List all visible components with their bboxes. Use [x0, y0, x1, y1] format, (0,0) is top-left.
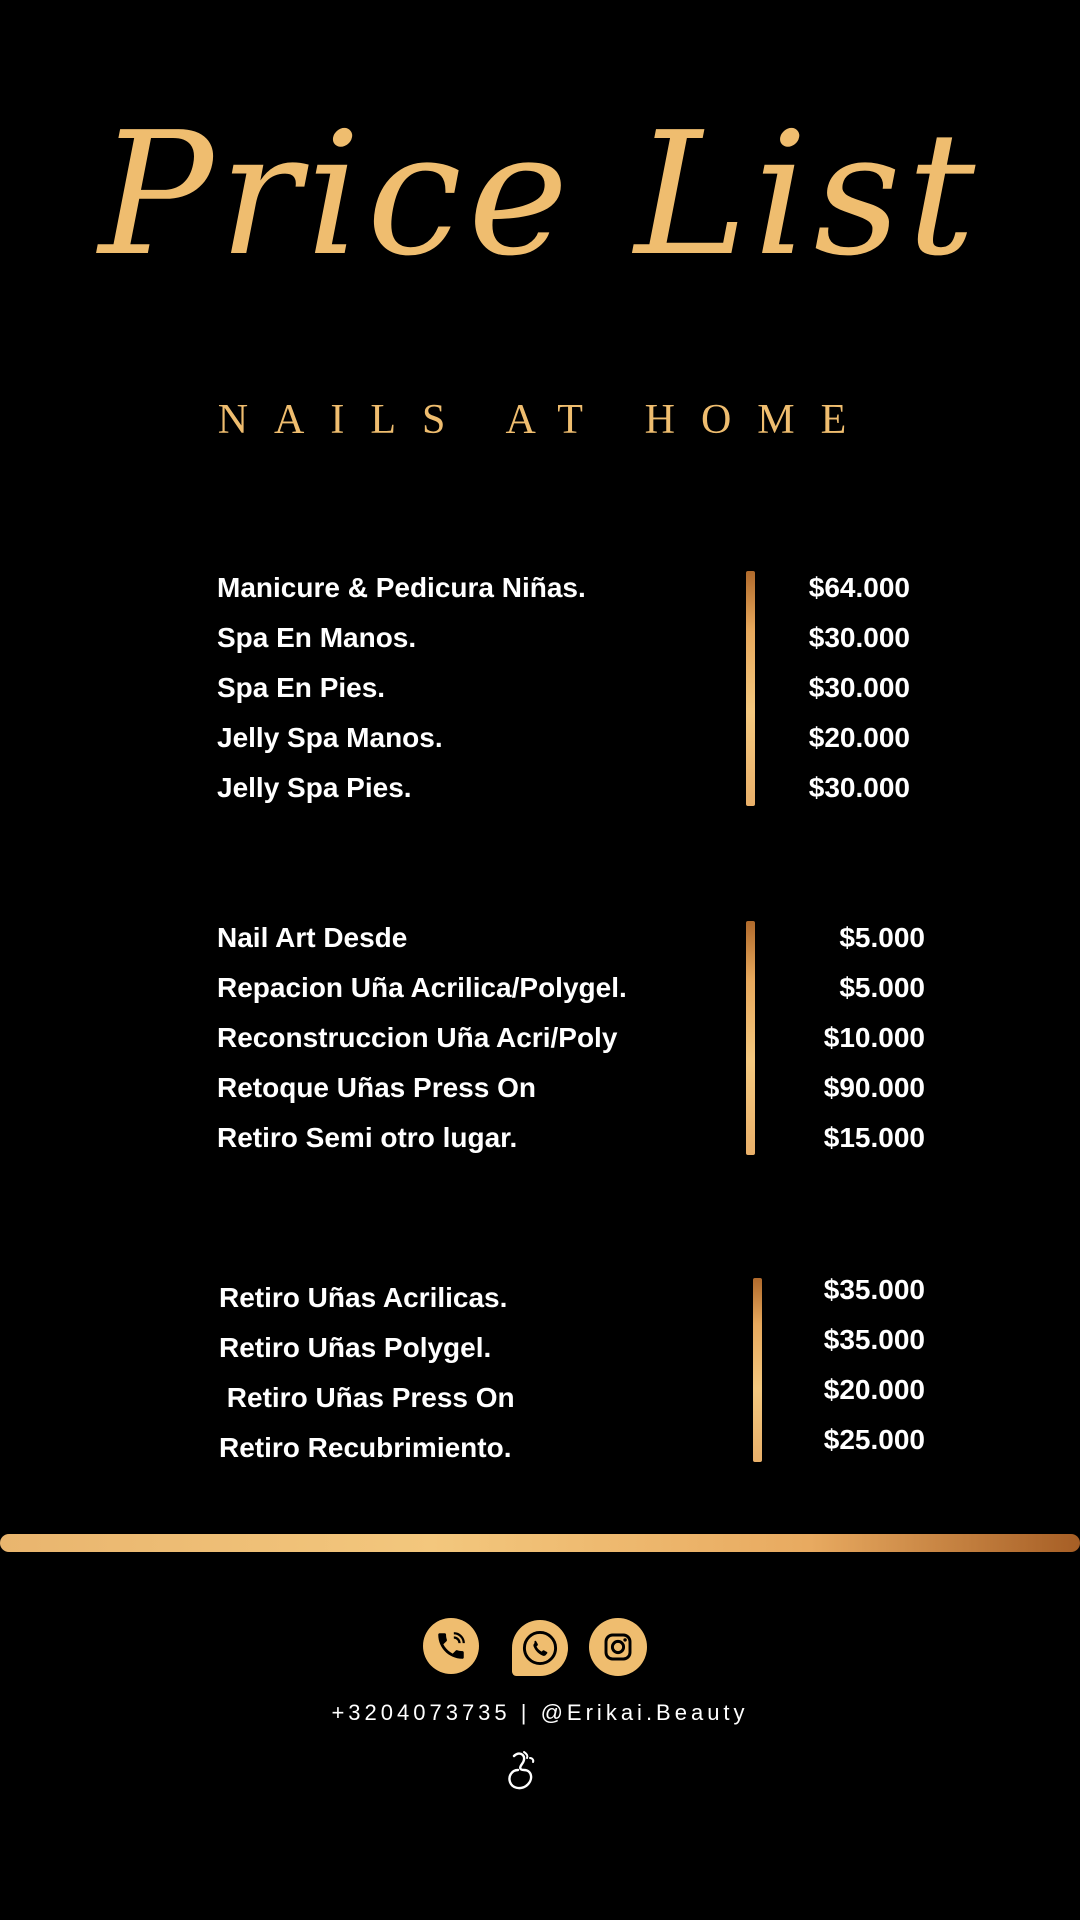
- service-name: Retiro Semi otro lugar.: [217, 1122, 518, 1153]
- service-price: $35.000: [823, 1324, 925, 1355]
- service-name: Retoque Uñas Press On: [217, 1072, 536, 1103]
- service-price: $64.000: [808, 572, 910, 603]
- service-price: $15.000: [823, 1122, 925, 1153]
- brand-logo-icon: [502, 1748, 544, 1799]
- service-name: Retiro Recubrimiento.: [219, 1432, 512, 1463]
- service-price: $25.000: [823, 1424, 925, 1455]
- price-row: [0, 613, 1080, 663]
- price-row: [0, 1063, 1080, 1113]
- price-row: [0, 1318, 1080, 1368]
- service-price: $30.000: [808, 772, 910, 803]
- service-name: Retiro Uñas Press On: [219, 1382, 515, 1413]
- price-row: [0, 713, 1080, 763]
- service-price: $20.000: [808, 722, 910, 753]
- service-name: Manicure & Pedicura Niñas.: [217, 572, 586, 603]
- gold-divider: [0, 1534, 1080, 1552]
- price-row: [0, 763, 1080, 813]
- service-price: $30.000: [808, 672, 910, 703]
- service-price: $30.000: [808, 622, 910, 653]
- service-price: $20.000: [823, 1374, 925, 1405]
- service-name: Retiro Uñas Polygel.: [219, 1332, 492, 1363]
- service-name: Repacion Uña Acrilica/Polygel.: [217, 972, 627, 1003]
- service-name: Jelly Spa Manos.: [217, 722, 443, 753]
- contact-info: +3204073735 | @Erikai.Beauty: [331, 1700, 749, 1725]
- price-row: [0, 1268, 1080, 1318]
- phone-icon[interactable]: [423, 1618, 479, 1674]
- whatsapp-icon[interactable]: [512, 1620, 568, 1676]
- service-name: Nail Art Desde: [217, 922, 408, 953]
- service-name: Spa En Manos.: [217, 622, 417, 653]
- service-price: $35.000: [823, 1274, 925, 1305]
- price-row: [0, 963, 1080, 1013]
- instagram-icon[interactable]: [589, 1618, 647, 1676]
- service-price: $5.000: [839, 972, 925, 1003]
- price-row: [0, 1113, 1080, 1163]
- service-price: $10.000: [823, 1022, 925, 1053]
- service-price: $5.000: [839, 922, 925, 953]
- service-name: Retiro Uñas Acrilicas.: [219, 1282, 508, 1313]
- service-name: Reconstruccion Uña Acri/Poly: [217, 1022, 618, 1053]
- price-row: [0, 563, 1080, 613]
- page-subtitle: NAILS AT HOME: [217, 397, 873, 443]
- price-row: [0, 1418, 1080, 1468]
- page-title: Price List: [98, 96, 982, 294]
- price-row: [0, 1013, 1080, 1063]
- service-price: $90.000: [823, 1072, 925, 1103]
- service-name: Jelly Spa Pies.: [217, 772, 412, 803]
- price-row: [0, 913, 1080, 963]
- service-name: Spa En Pies.: [217, 672, 386, 703]
- price-row: [0, 1368, 1080, 1418]
- price-row: [0, 663, 1080, 713]
